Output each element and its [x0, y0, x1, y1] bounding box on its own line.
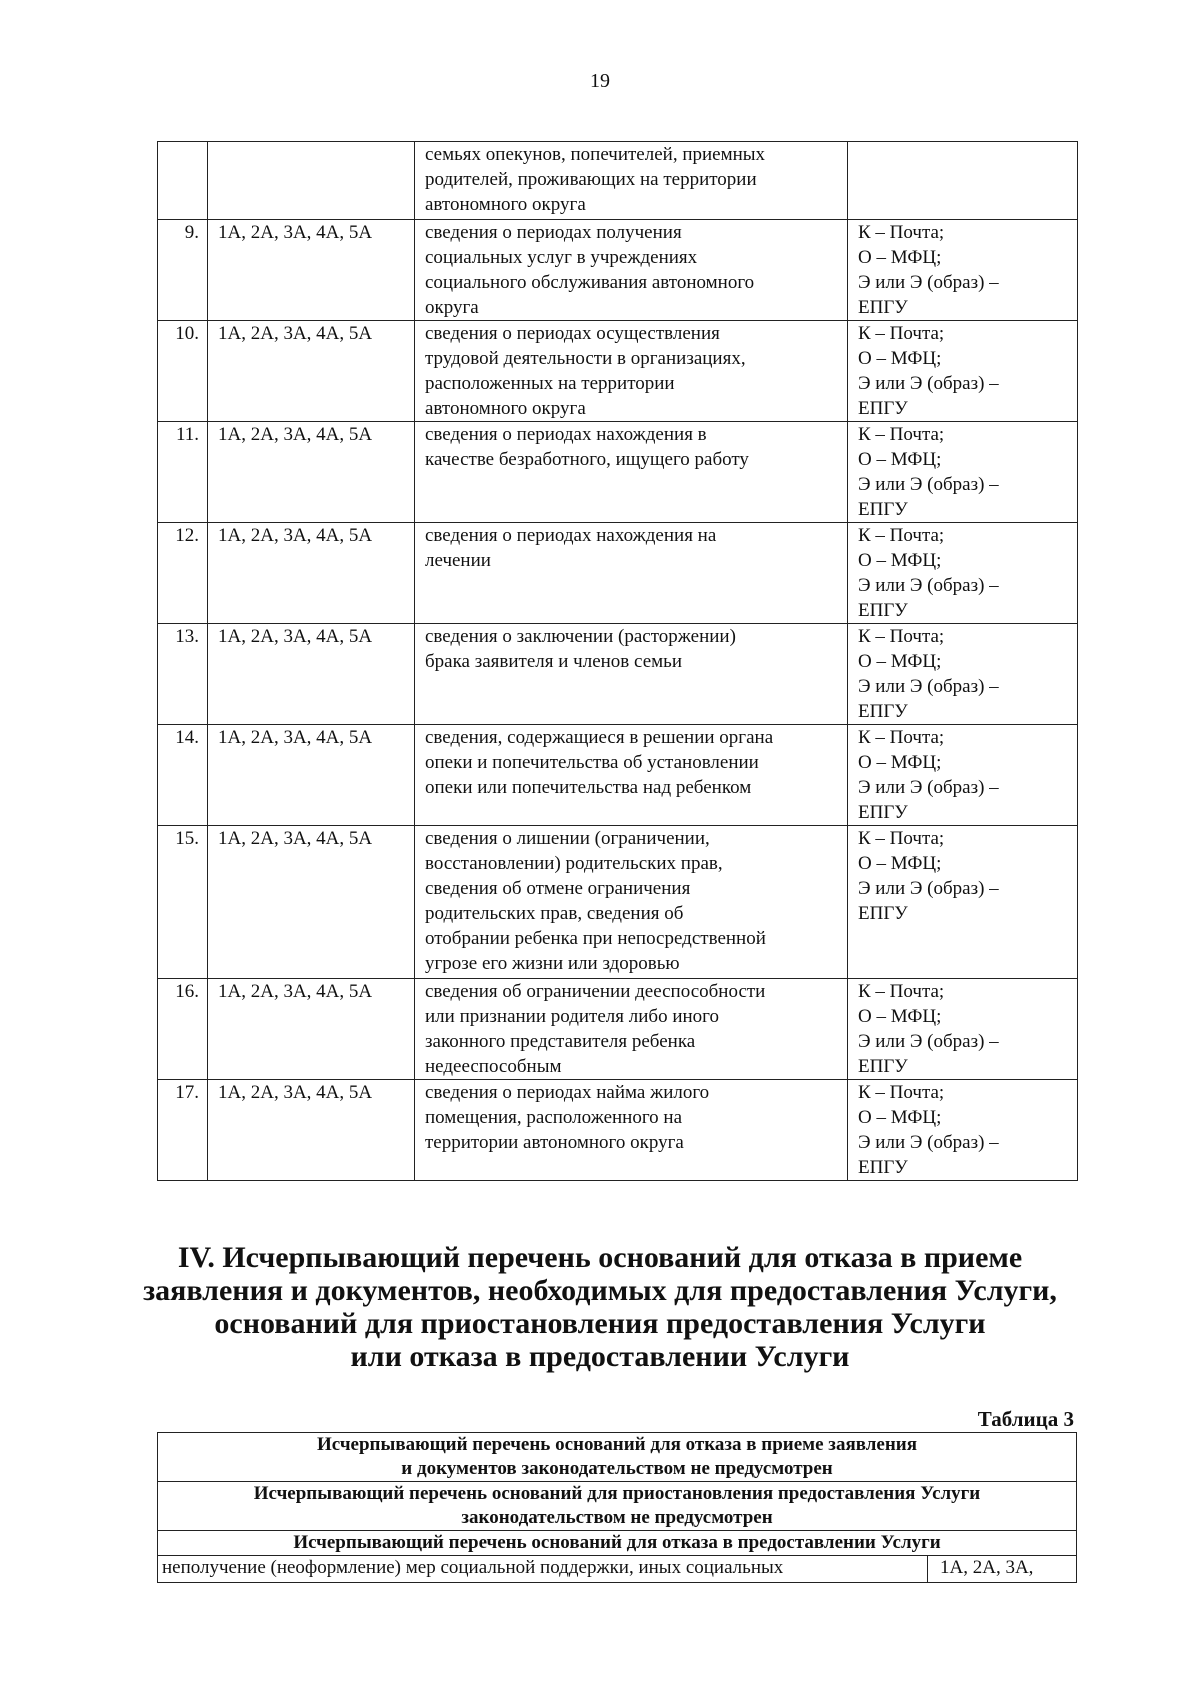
- method-line: К – Почта;: [858, 981, 945, 1002]
- description-line: родителей, проживающих на территории: [425, 169, 757, 190]
- method-line: Э или Э (образ) –: [858, 777, 999, 798]
- method-line: О – МФЦ;: [858, 1006, 942, 1027]
- documents-table-body: [158, 142, 1078, 1181]
- table-row: [158, 979, 1078, 1080]
- method-line: Э или Э (образ) –: [858, 373, 999, 394]
- method-line: К – Почта;: [858, 424, 945, 445]
- header-line: законодательством не предусмотрен: [461, 1507, 773, 1528]
- submission-method: [848, 826, 1078, 979]
- submission-method: [848, 624, 1078, 725]
- table-row: [158, 826, 1078, 979]
- applicant-groups: 1А, 2А, 3А, 4А, 5А: [208, 321, 415, 422]
- row-number: 10.: [158, 321, 208, 422]
- applicant-groups: 1А, 2А, 3А, 4А, 5А: [208, 725, 415, 826]
- table-row: [158, 142, 1078, 220]
- description-line: сведения о заключении (расторжении): [425, 626, 736, 647]
- description-line: территории автономного округа: [425, 1132, 684, 1153]
- row-number: 13.: [158, 624, 208, 725]
- method-line: К – Почта;: [858, 626, 945, 647]
- description-line: опеки и попечительства об установлении: [425, 752, 759, 773]
- method-line: ЕПГУ: [858, 600, 908, 621]
- description-line: сведения о периодах нахождения в: [425, 424, 707, 445]
- method-line: Э или Э (образ) –: [858, 878, 999, 899]
- method-line: О – МФЦ;: [858, 752, 942, 773]
- table-row: [158, 725, 1078, 826]
- description-line: сведения об ограничении дееспособности: [425, 981, 766, 1002]
- method-line: К – Почта;: [858, 525, 945, 546]
- description-line: сведения о периодах получения: [425, 222, 682, 243]
- method-line: Э или Э (образ) –: [858, 676, 999, 697]
- refusal-ground-groups: 1А, 2А, 3А,: [928, 1556, 1077, 1583]
- description-line: родительских прав, сведения об: [425, 903, 684, 924]
- method-line: ЕПГУ: [858, 1056, 908, 1077]
- section-heading: [100, 1241, 1100, 1373]
- document-description: [415, 826, 848, 979]
- applicant-groups: 1А, 2А, 3А, 4А, 5А: [208, 523, 415, 624]
- row-number: 11.: [158, 422, 208, 523]
- description-line: опеки или попечительства над ребенком: [425, 777, 752, 798]
- description-line: сведения о периодах осуществления: [425, 323, 720, 344]
- method-line: О – МФЦ;: [858, 348, 942, 369]
- description-line: восстановлении) родительских прав,: [425, 853, 723, 874]
- submission-method: [848, 979, 1078, 1080]
- applicant-groups: 1А, 2А, 3А, 4А, 5А: [208, 826, 415, 979]
- method-line: К – Почта;: [858, 727, 945, 748]
- heading-line: IV. Исчерпывающий перечень оснований для отказа в приеме: [177, 1241, 1023, 1274]
- document-description: [415, 979, 848, 1080]
- applicant-groups: 1А, 2А, 3А, 4А, 5А: [208, 422, 415, 523]
- method-line: О – МФЦ;: [858, 853, 942, 874]
- method-line: К – Почта;: [858, 222, 945, 243]
- method-line: Э или Э (образ) –: [858, 272, 999, 293]
- description-line: сведения о периодах найма жилого: [425, 1082, 710, 1103]
- description-line: или признании родителя либо иного: [425, 1006, 719, 1027]
- document-description: [415, 220, 848, 321]
- applicant-groups: [208, 142, 415, 220]
- document-description: [415, 142, 848, 220]
- table-row: [158, 523, 1078, 624]
- table-caption: Таблица 3: [977, 1407, 1074, 1431]
- description-line: сведения о периодах нахождения на: [425, 525, 717, 546]
- method-line: Э или Э (образ) –: [858, 575, 999, 596]
- document-description: [415, 321, 848, 422]
- description-line: брака заявителя и членов семьи: [425, 651, 682, 672]
- method-line: О – МФЦ;: [858, 449, 942, 470]
- table-row: [158, 1080, 1078, 1181]
- table-row: [158, 624, 1078, 725]
- description-line: социального обслуживания автономного: [425, 272, 755, 293]
- description-line: сведения о лишении (ограничении,: [425, 828, 710, 849]
- row-number: 15.: [158, 826, 208, 979]
- suspension-header: [158, 1482, 1077, 1531]
- document-description: [415, 523, 848, 624]
- description-line: сведения, содержащиеся в решении органа: [425, 727, 774, 748]
- heading-line: заявления и документов, необходимых для предоставления Услуги,: [143, 1274, 1057, 1307]
- document-description: [415, 1080, 848, 1181]
- table-row: [158, 321, 1078, 422]
- documents-table: [157, 141, 1078, 1181]
- submission-method: [848, 142, 1078, 220]
- description-line: помещения, расположенного на: [425, 1107, 683, 1128]
- description-line: сведения об отмене ограничения: [425, 878, 691, 899]
- applicant-groups: 1А, 2А, 3А, 4А, 5А: [208, 1080, 415, 1181]
- submission-method: [848, 321, 1078, 422]
- submission-method: [848, 523, 1078, 624]
- description-line: расположенных на территории: [425, 373, 675, 394]
- header-line: Исчерпывающий перечень оснований для отказа в приеме заявления: [317, 1434, 918, 1455]
- row-number: 16.: [158, 979, 208, 1080]
- page-number: 19: [590, 70, 610, 92]
- submission-method: [848, 422, 1078, 523]
- method-line: ЕПГУ: [858, 701, 908, 722]
- method-line: ЕПГУ: [858, 499, 908, 520]
- applicant-groups: 1А, 2А, 3А, 4А, 5А: [208, 979, 415, 1080]
- method-line: О – МФЦ;: [858, 247, 942, 268]
- refusal-ground-text: неполучение (неоформление) мер социальной поддержки, иных социальных: [158, 1556, 928, 1583]
- description-line: лечении: [425, 550, 491, 571]
- refusal-grounds-table: [157, 1432, 1077, 1583]
- description-line: округа: [425, 297, 479, 318]
- method-line: ЕПГУ: [858, 802, 908, 823]
- description-line: качестве безработного, ищущего работу: [425, 449, 749, 470]
- method-line: О – МФЦ;: [858, 1107, 942, 1128]
- document-description: [415, 725, 848, 826]
- row-number: 14.: [158, 725, 208, 826]
- description-line: семьях опекунов, попечителей, приемных: [425, 144, 766, 165]
- method-line: ЕПГУ: [858, 297, 908, 318]
- row-number: 17.: [158, 1080, 208, 1181]
- method-line: ЕПГУ: [858, 1157, 908, 1178]
- description-line: автономного округа: [425, 194, 586, 215]
- description-line: законного представителя ребенка: [425, 1031, 696, 1052]
- description-line: недееспособным: [425, 1056, 562, 1077]
- method-line: ЕПГУ: [858, 903, 908, 924]
- method-line: Э или Э (образ) –: [858, 1031, 999, 1052]
- submission-method: [848, 220, 1078, 321]
- table-row: [158, 422, 1078, 523]
- method-line: ЕПГУ: [858, 398, 908, 419]
- description-line: автономного округа: [425, 398, 586, 419]
- method-line: О – МФЦ;: [858, 550, 942, 571]
- table-row: [158, 220, 1078, 321]
- row-number: 9.: [158, 220, 208, 321]
- refusal-reception-header: [158, 1433, 1077, 1482]
- heading-line: или отказа в предоставлении Услуги: [350, 1340, 850, 1373]
- document-description: [415, 422, 848, 523]
- document-description: [415, 624, 848, 725]
- submission-method: [848, 1080, 1078, 1181]
- description-line: трудовой деятельности в организациях,: [425, 348, 746, 369]
- method-line: Э или Э (образ) –: [858, 474, 999, 495]
- header-line: и документов законодательством не предусмотрен: [401, 1458, 833, 1479]
- method-line: К – Почта;: [858, 1082, 945, 1103]
- header-line: Исчерпывающий перечень оснований для приостановления предоставления Услуги: [253, 1483, 981, 1504]
- row-number: [158, 142, 208, 220]
- heading-line: оснований для приостановления предоставления Услуги: [214, 1307, 986, 1340]
- applicant-groups: 1А, 2А, 3А, 4А, 5А: [208, 624, 415, 725]
- refusal-service-header: Исчерпывающий перечень оснований для отказа в предоставлении Услуги: [158, 1531, 1077, 1556]
- applicant-groups: 1А, 2А, 3А, 4А, 5А: [208, 220, 415, 321]
- method-line: Э или Э (образ) –: [858, 1132, 999, 1153]
- method-line: К – Почта;: [858, 828, 945, 849]
- submission-method: [848, 725, 1078, 826]
- row-number: 12.: [158, 523, 208, 624]
- description-line: социальных услуг в учреждениях: [425, 247, 698, 268]
- method-line: О – МФЦ;: [858, 651, 942, 672]
- description-line: отобрании ребенка при непосредственной: [425, 928, 766, 949]
- method-line: К – Почта;: [858, 323, 945, 344]
- description-line: угрозе его жизни или здоровью: [425, 953, 680, 974]
